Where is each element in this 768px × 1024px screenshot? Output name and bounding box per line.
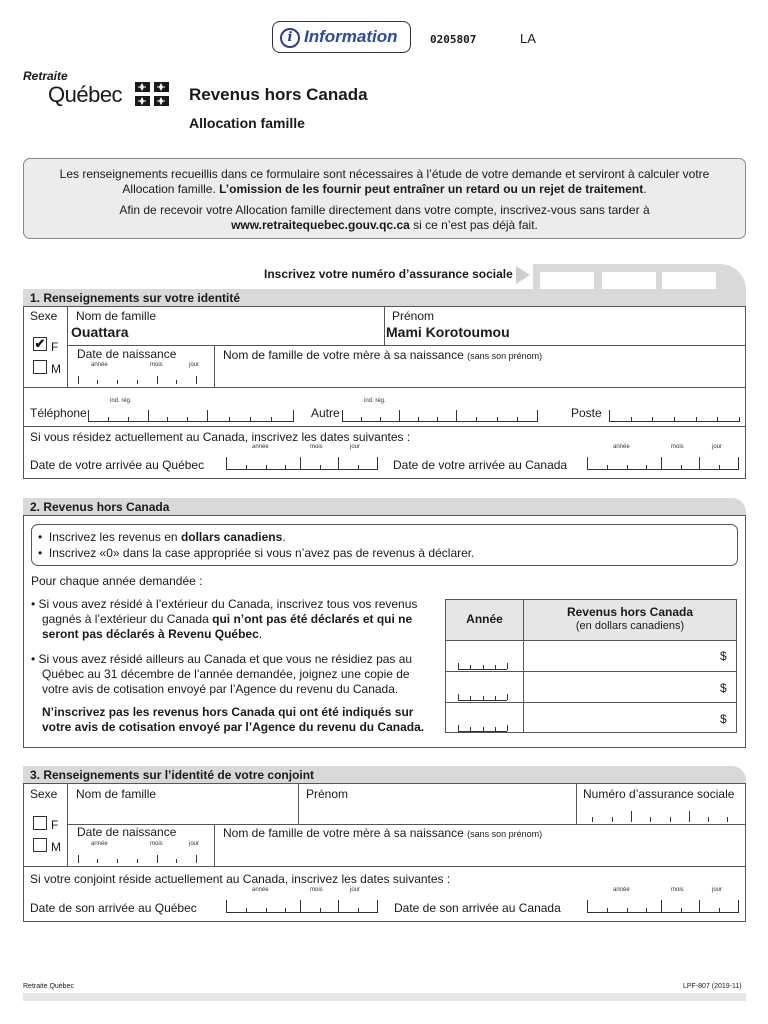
sex-m-label: M [51,362,61,376]
income-table [445,599,737,733]
arrow-right-icon [516,266,530,284]
dollar-sign-2: $ [720,681,727,695]
section-1-header: 1. Renseignements sur votre identité [23,289,746,306]
notice-line-3: Afin de recevoir votre Allocation famille directement dans votre compte, inscrivez-vous sans tarder à [119,203,650,217]
col-year-header: Année [466,612,503,626]
spouse-sex-m-label: M [51,840,61,854]
dob-year-label: année [91,362,108,368]
p1-line-3b: . [258,627,263,641]
p2-line-3: votre avis de cotisation envoyé par l’Agence du revenu du Canada. [42,682,399,696]
dollar-sign-1: $ [720,649,727,663]
instruction-paragraph-1: • Si vous avez résidé à l’extérieur du Canada, inscrivez tous vos revenus gagnés à l’extérieur du Canada qui n’ont pas été déclarés et qui ne seront pas déclarés à Revenu Québec. [31,597,418,641]
other-area-label: ind. rég. [364,398,386,404]
sex-f-checkbox[interactable]: ✔ [34,336,46,351]
phone-label: Téléphone [30,406,87,420]
bullet-1c: . [282,530,286,544]
spouse-mother-note: (sans son prénom) [467,829,543,839]
residence-instruction: Si vous résidez actuellement au Canada, inscrivez les dates suivantes : [30,430,411,444]
notice-line-2 [24,182,745,196]
p2-line-2: Québec au 31 décembre de l’année demandée, joignez une copie de [42,667,410,681]
first-name-label: Prénom [392,309,435,323]
nas-prompt: Inscrivez votre numéro d’assurance sociale [264,267,513,281]
spouse-last-name-label: Nom de famille [76,787,157,801]
spouse-arr-qc-month-label: mois [310,887,323,893]
notice-line-2b: L’omission de les fournir peut entraîner un retard ou un rejet de traitement [219,182,644,196]
spouse-arr-ca-day-label: jour [712,887,723,893]
fleurdelise-flag-icon [135,82,169,106]
p1-line-2a: gagnés à l’extérieur du Canada [42,612,213,626]
p1-line-2b: qui n’ont pas été déclarés et qui ne [212,612,413,626]
info-icon: i [280,28,300,48]
arr-qc-day-label: jour [350,444,361,450]
spouse-arr-ca-year-label: année [613,887,630,893]
spouse-arr-ca-month-label: mois [671,887,684,893]
instruction-paragraph-2: • Si vous avez résidé ailleurs au Canada et que vous ne résidiez pas au Québec au 31 décembre de l’année demandée, joignez une copie de votre avis de cotisation envoyé par l’Agence du revenu du Canada. [31,652,413,696]
dob-day-label: jour [189,362,200,368]
code-suffix: LA [520,31,536,46]
spouse-sex-f-label: F [51,818,59,832]
notice-line-2c: . [643,182,647,196]
spouse-mother-name-label [223,826,542,840]
logo-main-text: Québec [48,82,123,107]
footer-right: LPF-807 (2019-11) [683,983,742,990]
spouse-dob-year-label: année [91,841,108,847]
dob-label: Date de naissance [77,347,177,361]
spouse-sex-label: Sexe [30,787,58,801]
notice-line-4 [24,218,745,232]
phone-area-label: ind. rég. [110,398,132,404]
spouse-nas-label: Numéro d’assurance sociale [583,787,735,801]
currency-bullet-2: • Inscrivez «0» dans la case appropriée si vous n’avez pas de revenus à déclarer. [38,546,475,560]
spouse-dob-label: Date de naissance [77,825,177,839]
col-income-note: (en dollars canadiens) [575,620,685,632]
currency-bullet-1: • Inscrivez les revenus en dollars canadiens. [38,530,286,544]
form-code: 0205807 [430,33,477,46]
arr-ca-month-label: mois [671,444,684,450]
form-subtitle: Allocation famille [189,115,305,131]
spouse-arrival-quebec-label: Date de son arrivée au Québec [30,901,197,915]
information-button[interactable] [272,21,411,53]
p1-line-3a: seront pas déclarés à Revenu Québec [42,627,259,641]
arr-ca-day-label: jour [712,444,723,450]
warning-paragraph [42,705,424,735]
p2-line-1: Si vous avez résidé ailleurs au Canada et que vous ne résidiez pas au [38,652,413,666]
each-year-label: Pour chaque année demandée : [31,574,203,588]
section-2-header: 2. Revenus hors Canada [23,498,746,515]
last-name-label: Nom de famille [76,309,157,323]
mother-name-note: (sans son prénom) [467,351,543,361]
spouse-arr-qc-year-label: année [252,887,269,893]
spouse-first-name-label: Prénom [306,787,349,801]
p1-line-1: Si vous avez résidé à l’extérieur du Canada, inscrivez tous vos revenus [38,597,418,611]
extension-label: Poste [571,406,602,420]
spouse-arrival-canada-label: Date de son arrivée au Canada [394,901,561,915]
spouse-mother-label-main: Nom de famille de votre mère à sa naissance [223,826,464,840]
arrival-quebec-label: Date de votre arrivée au Québec [30,458,205,472]
arrival-canada-label: Date de votre arrivée au Canada [393,458,568,472]
dollar-sign-3: $ [720,712,727,726]
mother-name-label-main: Nom de famille de votre mère à sa naissance [223,348,464,362]
first-name-value[interactable]: Mami Korotoumou [386,324,510,340]
footer-left: Retraite Québec [23,983,74,990]
other-phone-label: Autre [311,406,340,420]
dob-month-label: mois [150,362,163,368]
spouse-sex-m-checkbox[interactable] [33,838,47,852]
col-income-header: Revenus hors Canada [566,605,694,619]
warning-line-2: votre avis de cotisation envoyé par l’Agence du revenu du Canada. [42,720,425,734]
logo-top-text: Retraite [23,69,68,83]
information-label: Information [304,27,398,46]
sex-f-label: F [51,340,59,354]
arr-qc-month-label: mois [310,444,323,450]
arr-ca-year-label: année [613,444,630,450]
bullet-1a: Inscrivez les revenus en [48,530,181,544]
spouse-dob-day-label: jour [189,841,200,847]
spouse-arr-qc-day-label: jour [350,887,361,893]
notice-line-1: Les renseignements recueillis dans ce formulaire sont nécessaires à l’étude de votre demande et serviront à calculer votre [59,167,710,181]
section-3-header: 3. Renseignements sur l’identité de votre conjoint [23,766,746,783]
sex-label: Sexe [30,309,58,323]
last-name-value[interactable]: Ouattara [71,324,129,340]
footer-bar [23,993,746,1001]
bullet-2: Inscrivez «0» dans la case appropriée si vous n’avez pas de revenus à déclarer. [48,546,475,560]
notice-line-4b: si ce n’est pas déjà fait. [409,218,538,232]
currency-instructions [31,524,738,566]
form-title: Revenus hors Canada [189,85,368,104]
spouse-dob-month-label: mois [150,841,163,847]
warning-line-1: N’inscrivez pas les revenus hors Canada qui ont été indiqués sur [42,705,414,719]
spouse-sex-f-checkbox[interactable] [33,816,47,830]
notice-line-2a: Allocation famille. [122,182,220,196]
sex-m-checkbox[interactable] [33,360,47,374]
privacy-notice [23,158,746,239]
website-link[interactable]: www.retraitequebec.gouv.qc.ca [231,218,410,232]
arr-qc-year-label: année [252,444,269,450]
spouse-residence-instruction: Si votre conjoint réside actuellement au Canada, inscrivez les dates suivantes : [30,872,451,886]
bullet-1b: dollars canadiens [180,530,283,544]
mother-name-label [223,348,542,362]
